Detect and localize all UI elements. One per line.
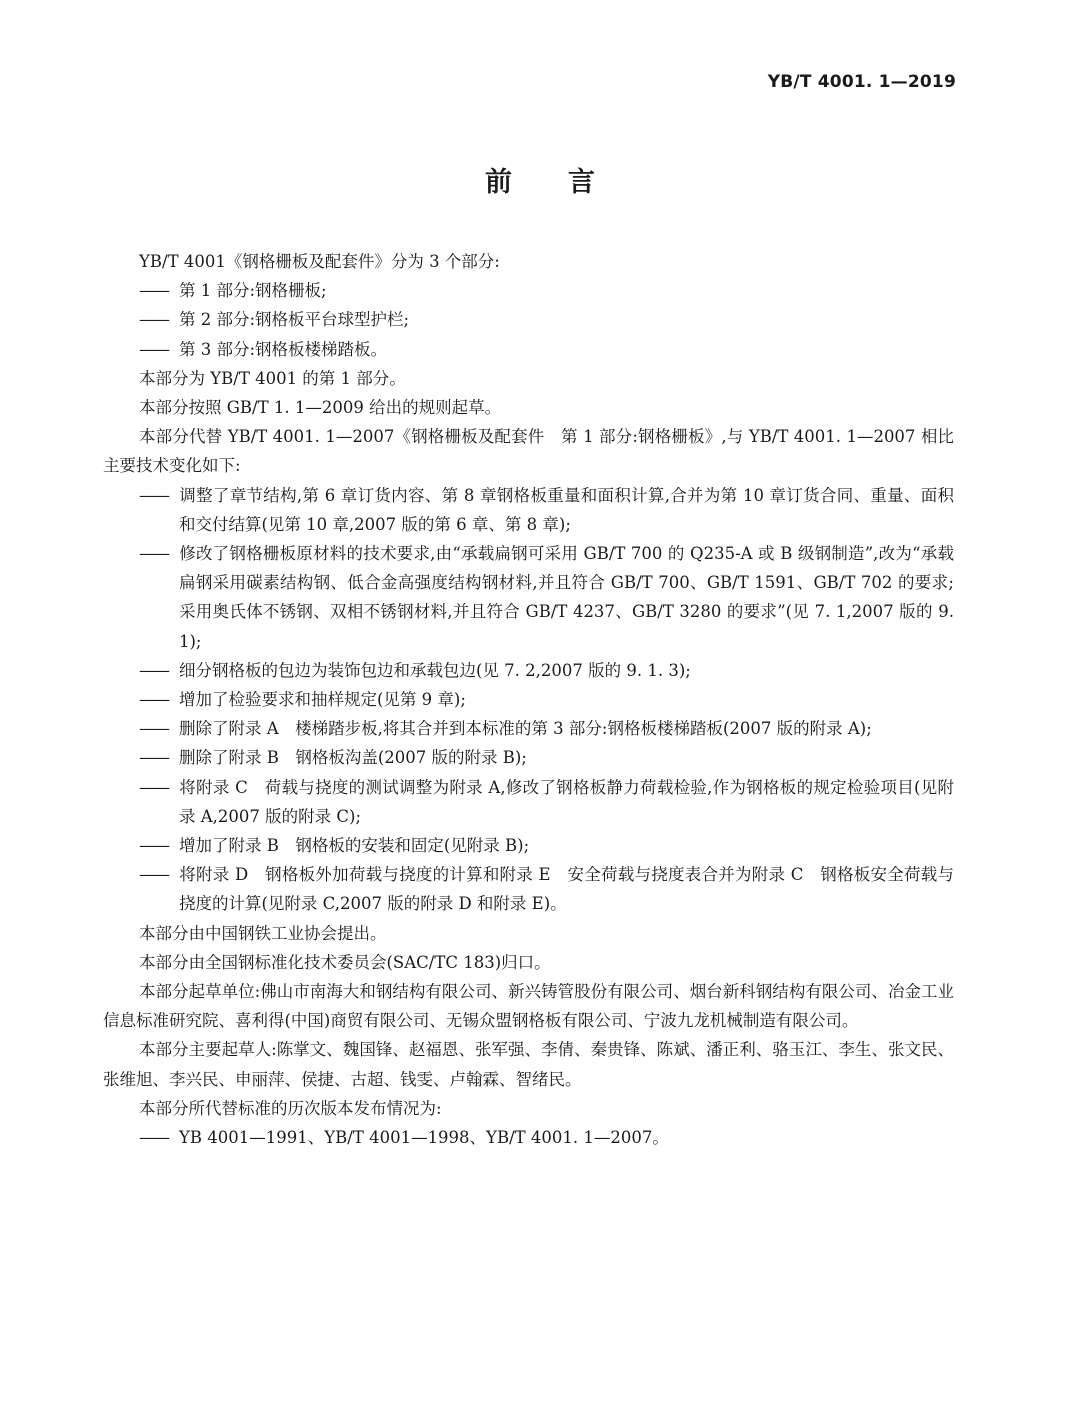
list-item-text: 调整了章节结构,第 6 章订货内容、第 8 章钢格板重量和面积计算,合并为第 10 章订货合同、重量、面积和交付结算(见第 10 章,2007 版的第 6 章、第 8 章); [179,485,954,534]
paragraph-parts-intro: YB/T 4001《钢格栅板及配套件》分为 3 个部分: [139,252,500,271]
dash-marker: —— [139,339,168,359]
list-item-part-2 [103,305,954,334]
list-item-change-8 [103,831,954,860]
standard-code: YB/T 4001. 1—2019 [767,72,956,92]
list-item-text: 增加了附录 B 钢格板的安装和固定(见附录 B); [179,836,530,856]
dash-marker: —— [139,748,168,768]
paragraph-proposed-by: 本部分由中国钢铁工业协会提出。 [139,923,387,943]
list-item-text: 修改了钢格栅板原材料的技术要求,由“承载扁钢可采用 GB/T 700 的 Q235-A 或 B 级钢制造”,改为“承载扁钢采用碳素结构钢、低合金高强度结构钢材料,并且符合 GB/T 700、GB/T 1591、GB/T 702 的要求;采用奥氏体不锈钢、双相不锈钢材料,并且符合 GB/T 4237、GB/T 3280 的要求”(见 7. 1,2007 版的 9. 1); [179,544,954,651]
list-item-change-7 [103,773,954,831]
list-item-change-4 [103,685,954,714]
list-item-text: 第 3 部分:钢格板楼梯踏板。 [179,339,388,359]
list-item-change-2 [103,539,954,656]
list-item-text: 增加了检验要求和抽样规定(见第 9 章); [179,690,466,710]
dash-marker: —— [139,1128,168,1148]
page-title: 前言 [485,167,651,198]
dash-marker: —— [139,544,168,564]
dash-marker: —— [139,865,168,885]
list-item-text: 删除了附录 B 钢格板沟盖(2007 版的附录 B); [179,748,527,768]
dash-marker: —— [139,719,168,739]
list-item-text: 删除了附录 A 楼梯踏步板,将其合并到本标准的第 3 部分:钢格板楼梯踏板(2007 版的附录 A); [179,719,872,739]
list-item-history [103,1123,954,1152]
list-item-change-3 [103,656,954,685]
list-item-part-3 [103,335,954,364]
paragraph-history-intro: 本部分所代替标准的历次版本发布情况为: [139,1098,442,1118]
dash-marker: —— [139,485,168,505]
list-item-change-9 [103,860,954,918]
list-item-part-1 [103,276,954,305]
dash-marker: —— [139,281,168,301]
dash-marker: —— [139,690,168,710]
list-item-text: 第 2 部分:钢格板平台球型护栏; [179,310,410,330]
dash-marker: —— [139,836,168,856]
paragraph-drafters: 本部分主要起草人:陈掌文、魏国锋、赵福恩、张军强、李倩、秦贵锋、陈斌、潘正利、骆玉江、李生、张文民、张维旭、李兴民、申丽萍、侯捷、古超、钱雯、卢翰霖、智绪民。 [103,1040,954,1089]
list-item-text: 细分钢格板的包边为装饰包边和承载包边(见 7. 2,2007 版的 9. 1. 3); [179,660,691,680]
paragraph-replacement: 本部分代替 YB/T 4001. 1—2007《钢格栅板及配套件 第 1 部分:钢格栅板》,与 YB/T 4001. 1—2007 相比主要技术变化如下: [103,427,954,476]
list-item-change-6 [103,743,954,772]
dash-marker: —— [139,660,168,680]
list-item-text: YB 4001—1991、YB/T 4001—1998、YB/T 4001. 1—2007。 [179,1128,669,1148]
dash-marker: —— [139,777,168,797]
list-item-change-1 [103,481,954,539]
paragraph-part-statement: 本部分为 YB/T 4001 的第 1 部分。 [139,368,406,388]
list-item-text: 第 1 部分:钢格栅板; [179,281,327,301]
paragraph-administered-by: 本部分由全国钢标准化技术委员会(SAC/TC 183)归口。 [139,952,551,972]
list-item-text: 将附录 C 荷载与挠度的测试调整为附录 A,修改了钢格板静力荷载检验,作为钢格板的规定检验项目(见附录 A,2007 版的附录 C); [179,777,954,826]
list-item-change-5 [103,714,954,743]
dash-marker: —— [139,310,168,330]
foreword-body [103,247,954,1152]
list-item-text: 将附录 D 钢格板外加荷载与挠度的计算和附录 E 安全荷载与挠度表合并为附录 C 钢格板安全荷载与挠度的计算(见附录 C,2007 版的附录 D 和附录 E)。 [179,865,954,914]
paragraph-drafting-rules: 本部分按照 GB/T 1. 1—2009 给出的规则起草。 [139,398,502,418]
paragraph-drafting-organizations: 本部分起草单位:佛山市南海大和钢结构有限公司、新兴铸管股份有限公司、烟台新科钢结构有限公司、冶金工业信息标准研究院、喜利得(中国)商贸有限公司、无锡众盟钢格板有限公司、宁波九龙机械制造有限公司。 [103,982,954,1031]
